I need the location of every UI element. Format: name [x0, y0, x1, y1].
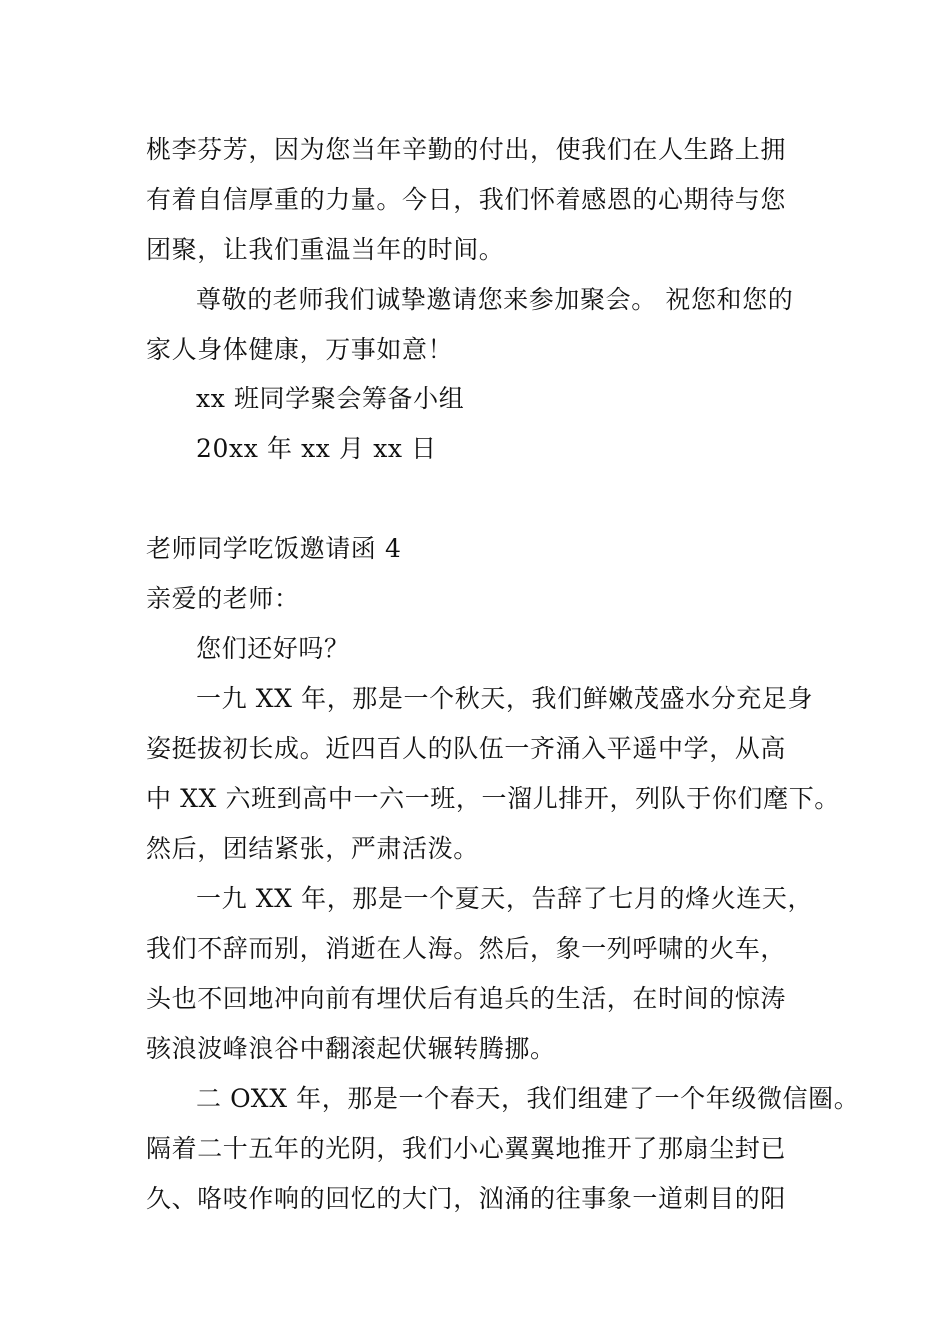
- letter4-para3-line-2: 隔着二十五年的光阴，我们小心翼翼地推开了那扇尘封已: [146, 1134, 787, 1163]
- letter4-para2-line-2: 我们不辞而别，消逝在人海。然后，象一列呼啸的火车，: [146, 934, 787, 963]
- letter3-body-line-1: 桃李芬芳，因为您当年辛勤的付出，使我们在人生路上拥: [146, 135, 787, 164]
- letter3-body-line-2: 有着自信厚重的力量。今日，我们怀着感恩的心期待与您: [146, 185, 787, 214]
- letter4-salutation: 亲爱的老师：: [146, 584, 300, 613]
- letter4-para3-line-3: 久、咯吱作响的回忆的大门，汹涌的往事象一道刺目的阳: [146, 1184, 787, 1213]
- letter3-invite-line-2: 家人身体健康，万事如意！: [146, 335, 454, 364]
- letter4-para1-line-2: 姿挺拔初长成。近四百人的队伍一齐涌入平遥中学，从高: [146, 734, 787, 763]
- letter4-para1-line-1: 一九 XX 年，那是一个秋天，我们鲜嫩茂盛水分充足身: [196, 684, 814, 713]
- letter4-para2-line-3: 头也不回地冲向前有埋伏后有追兵的生活，在时间的惊涛: [146, 984, 787, 1013]
- letter4-title: 老师同学吃饭邀请函 4: [146, 534, 402, 563]
- letter4-para2-line-1: 一九 XX 年，那是一个夏天，告辞了七月的烽火连天，: [196, 884, 814, 913]
- letter4-para3-line-1: 二 OXX 年，那是一个春天，我们组建了一个年级微信圈。: [196, 1084, 860, 1113]
- letter3-date: 20xx 年 xx 月 xx 日: [196, 434, 437, 463]
- letter4-para2-line-4: 骇浪波峰浪谷中翻滚起伏辗转腾挪。: [146, 1034, 556, 1063]
- letter4-para1-line-3: 中 XX 六班到高中一六一班，一溜儿排开，列队于你们麾下。: [146, 784, 840, 813]
- letter3-signature: xx 班同学聚会筹备小组: [196, 384, 465, 413]
- letter4-para1-line-4: 然后，团结紧张，严肃活泼。: [146, 834, 479, 863]
- letter3-body-line-3: 团聚，让我们重温当年的时间。: [146, 235, 505, 264]
- letter3-invite-line-1: 尊敬的老师我们诚挚邀请您来参加聚会。 祝您和您的: [196, 285, 794, 314]
- letter4-greeting: 您们还好吗？: [196, 634, 350, 663]
